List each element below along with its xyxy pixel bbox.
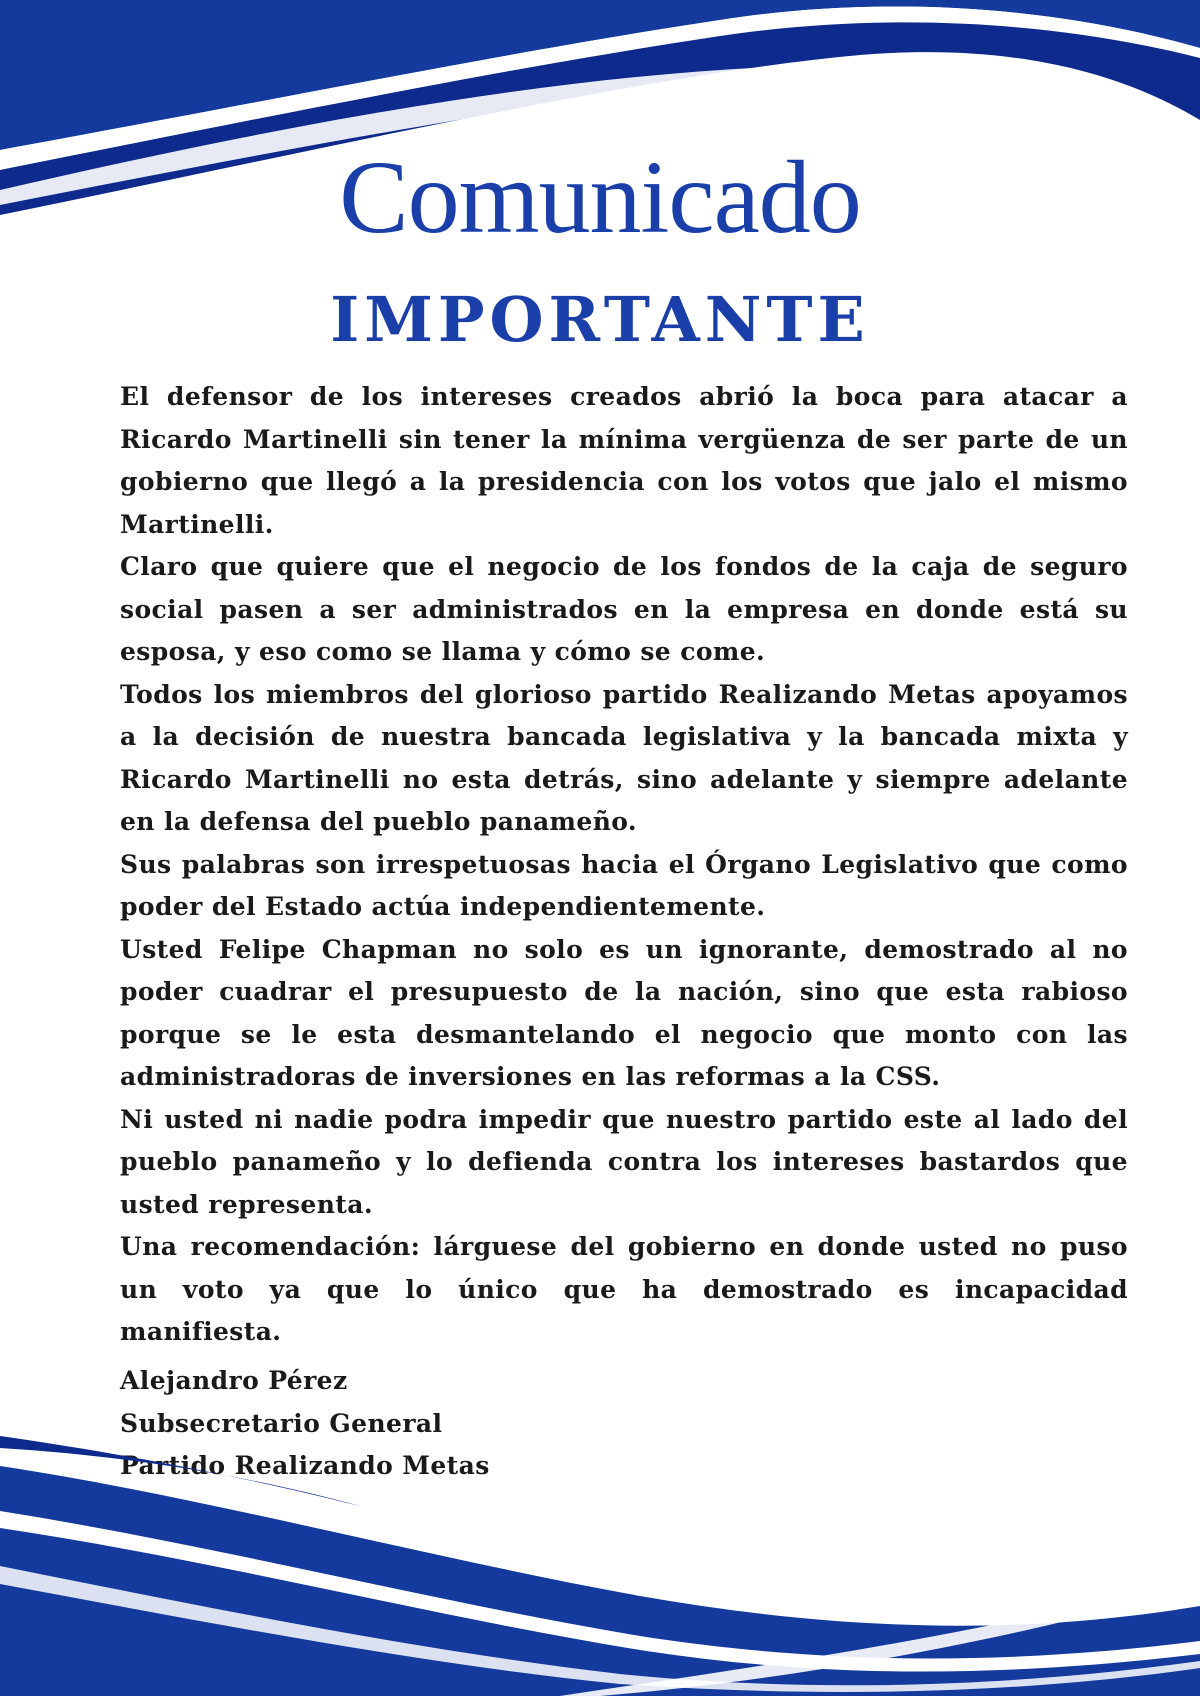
paragraph: Sus palabras son irrespetuosas hacia el Órgano Legislativo que como poder del Estado actúa independientemente. [120,849,1128,921]
paragraph: Ni usted ni nadie podra impedir que nuestro partido este al lado del pueblo panameño y lo defienda contra los intereses bastardos que usted representa. [120,1104,1128,1219]
paragraph: Usted Felipe Chapman no solo es un ignorante, demostrado al no poder cuadrar el presupuesto de la nación, sino que esta rabioso porque se le esta desmantelando el negocio que monto con las administradoras de inversiones en las reformas a la CSS. [120,934,1128,1091]
signature-organization: Partido Realizando Metas [120,1451,490,1480]
paragraph: Todos los miembros del glorioso partido Realizando Metas apoyamos a la decisión de nuestra bancada legislativa y la bancada mixta y Ricardo Martinelli no esta detrás, sino adelante y siempre adelante en la defensa del pueblo panameño. [120,679,1128,836]
bottom-wave-decoration [0,1436,1200,1696]
communique-body [120,376,1128,1354]
signature-name: Alejandro Pérez [120,1366,348,1395]
paragraph: Una recomendación: lárguese del gobierno en donde usted no puso un voto ya que lo único que ha demostrado es incapacidad manifiesta. [120,1232,1128,1346]
page-subtitle: IMPORTANTE [330,283,870,356]
paragraph: El defensor de los intereses creados abrió la boca para atacar a Ricardo Martinelli sin tener la mínima vergüenza de ser parte de un gobierno que llegó a la presidencia con los votos que jalo el mismo Martinelli. [120,382,1128,539]
page-title: Comunicado [339,140,861,255]
paragraph: Claro que quiere que el negocio de los fondos de la caja de seguro social pasen a ser administrados en la empresa en donde está su esposa, y eso como se llama y cómo se come. [120,552,1128,666]
signature-position: Subsecretario General [120,1408,443,1438]
